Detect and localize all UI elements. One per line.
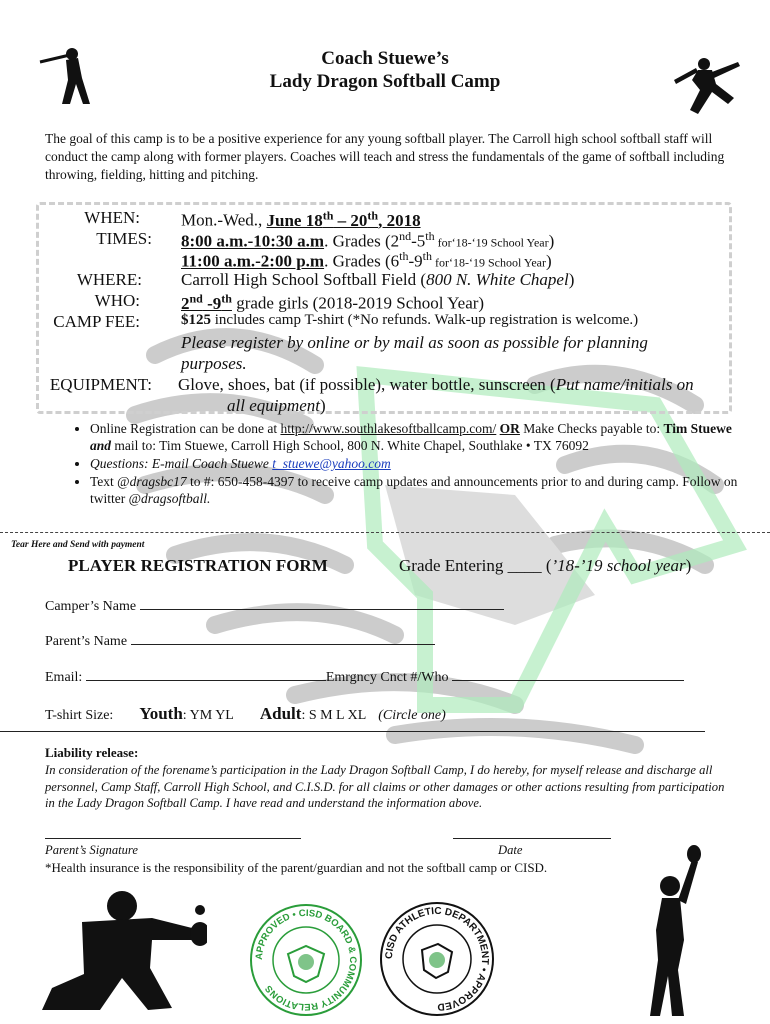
fielder-silhouette-icon <box>634 840 704 1020</box>
info-bullets <box>62 420 750 508</box>
who-label: WHO: <box>94 291 140 310</box>
parent-name-field[interactable]: Parent’s Name <box>45 632 435 650</box>
cisd-board-approved-seal <box>248 902 364 1018</box>
liability-text: In consideration of the forename’s participation in the Lady Dragon Softball Camp, I do hereby, for myself release and discharge all personnel, Camp Staff, Carroll High School, and C.I.S.D. for all claims or other damages or other actions resulting from participation in the Lady Dragon Softball Camp. I have read and understand the information above. <box>45 763 725 810</box>
svg-text:APPROVED • CISD BOARD & COMMUN: APPROVED • CISD BOARD & COMMUNITY RELATIONS <box>253 907 359 1013</box>
list-item: • Online Registration can be done at http://www.southlakesoftballcamp.com/ OR Make Checks payable to: Tim Stuewe and mail to: Tim Stuewe, Carroll High School, 800 N. White Chapel, Southlake • TX 76092 <box>90 420 750 454</box>
when-label: WHEN: <box>84 208 140 227</box>
time-slot-1: 8:00 a.m.-10:30 a.m. Grades (2nd-5th for‘18-‘19 School Year) <box>181 229 555 251</box>
fee-value: $125 includes camp T-shirt (*No refunds. Walk-up registration is welcome.) <box>181 312 639 328</box>
grade-entering[interactable]: Grade Entering ____ (’18-’19 school year) <box>399 556 692 575</box>
fee-label: CAMP FEE: <box>53 312 140 331</box>
equipment-value-line2: all equipment) <box>227 396 326 415</box>
equipment-value: Glove, shoes, bat (if possible), water bottle, sunscreen (Put name/initials on <box>178 375 694 394</box>
svg-text:CISD ATHLETIC DEPARTMENT • APP: CISD ATHLETIC DEPARTMENT • APPROVED <box>383 905 491 1013</box>
fee-note-line2: purposes. <box>181 354 247 373</box>
camper-name-field[interactable]: Camper’s Name <box>45 597 504 615</box>
health-note: *Health insurance is the responsibility of the parent/guardian and not the softball camp or CISD. <box>45 860 548 875</box>
intro-paragraph: The goal of this camp is to be a positive experience for any young softball player. The Carroll high school softball staff will conduct the camp along with former players. Coaches will teach and stress the fundamentals of the game of softball including throwing, fielding, hitting and pitching. <box>45 131 725 182</box>
catcher-silhouette-icon <box>22 878 207 1018</box>
title-line-2: Lady Dragon Softball Camp <box>269 71 501 92</box>
tshirt-size-field[interactable]: T-shirt Size: Youth: YM YL Adult: S M L XL (Circle one) <box>45 704 446 723</box>
liability-heading: Liability release: <box>45 745 139 760</box>
where-label: WHERE: <box>76 270 142 289</box>
fee-note-line1: Please register by online or by mail as soon as possible for planning <box>181 333 648 352</box>
date-line[interactable] <box>453 838 611 839</box>
email-link[interactable]: t_stuewe@yahoo.com <box>272 456 391 471</box>
equipment-label: EQUIPMENT: <box>49 375 152 394</box>
when-value: Mon.-Wed., June 18th – 20th, 2018 <box>181 208 421 230</box>
date-label: Date <box>498 843 523 857</box>
tear-instruction: Tear Here and Send with payment <box>11 540 145 550</box>
who-value: 2nd -9th grade girls (2018-2019 School Year) <box>181 291 485 313</box>
time-slot-2: 11:00 a.m.-2:00 p.m. Grades (6th-9th for‘18-‘19 School Year) <box>181 249 552 271</box>
cisd-athletic-approved-seal <box>378 900 496 1018</box>
times-label: TIMES: <box>96 229 152 248</box>
list-item: • Text @dragsbc17 to #: 650-458-4397 to receive camp updates and announcements prior to and during camp. Follow on twitter @dragsoftball. <box>90 473 750 507</box>
where-value: Carroll High School Softball Field (800 N. White Chapel) <box>181 270 575 289</box>
registration-link[interactable]: http://www.southlakesoftballcamp.com/ <box>280 421 497 436</box>
form-divider <box>0 731 705 732</box>
signature-label: Parent’s Signature <box>45 843 138 857</box>
email-field[interactable]: Email: Emrgncy Cnct #/Who <box>45 668 684 686</box>
list-item: • Questions: E-mail Coach Stuewe t_stuewe@yahoo.com <box>90 455 750 472</box>
tear-line <box>0 532 770 533</box>
title-line-1: Coach Stuewe’s <box>321 48 449 69</box>
form-title: PLAYER REGISTRATION FORM <box>68 556 328 575</box>
signature-line[interactable] <box>45 838 301 839</box>
